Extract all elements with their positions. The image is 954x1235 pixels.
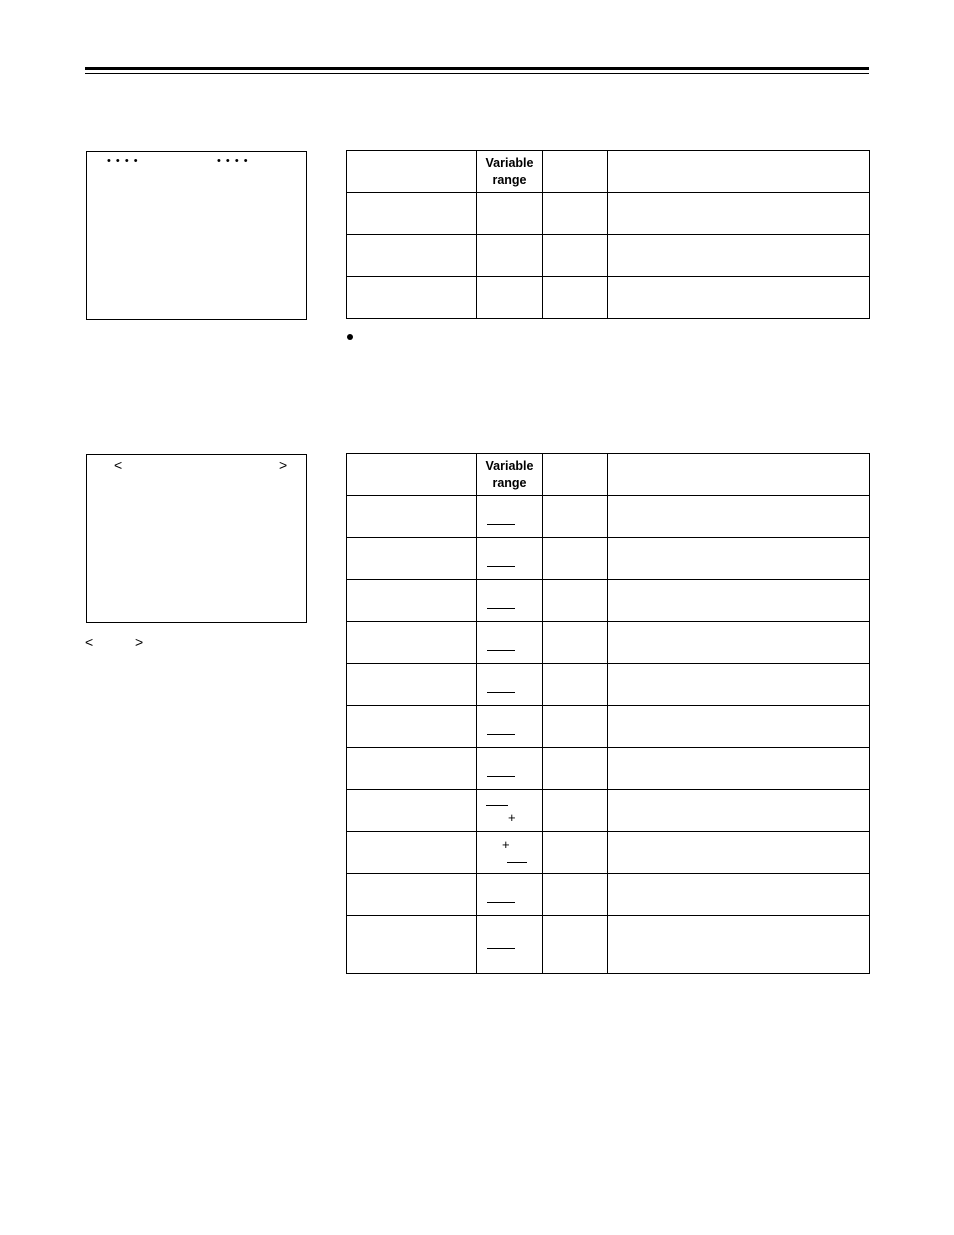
table-row: [347, 664, 870, 706]
header-cell-variable-range: [477, 454, 543, 496]
range-underline: [487, 650, 515, 651]
caption-left-bracket: <: [85, 634, 94, 650]
header-rule-thin: [85, 73, 869, 74]
table-row: [347, 790, 870, 832]
range-cell: [477, 874, 543, 916]
range-underline: [487, 692, 515, 693]
header-cell-item: [347, 454, 477, 496]
range-cell: [477, 748, 543, 790]
table-header-row: [347, 454, 870, 496]
range-underline: [486, 805, 508, 806]
range-underline: [487, 566, 515, 567]
table-row: [347, 832, 870, 874]
range-cell: [477, 580, 543, 622]
table-row: [347, 193, 870, 235]
screen-left-bracket: <: [114, 457, 123, 473]
range-underline: [487, 524, 515, 525]
range-cell: [477, 538, 543, 580]
range-cell: [477, 496, 543, 538]
table-row: [347, 706, 870, 748]
header-variable: Variable: [485, 155, 534, 170]
menu-screen-bottom: [86, 454, 307, 623]
screen-dots-left: • • • •: [107, 155, 139, 167]
range-underline: [507, 862, 527, 863]
header-range: range: [492, 475, 527, 490]
table-header-row: [347, 151, 870, 193]
screen-right-bracket: >: [279, 457, 288, 473]
range-underline: [487, 776, 515, 777]
screen-caption: [85, 634, 143, 650]
menu-screen-top: [86, 151, 307, 320]
settings-table-bottom: [346, 453, 870, 974]
range-cell: [477, 706, 543, 748]
table-row: [347, 874, 870, 916]
table-row: [347, 916, 870, 974]
screen-dots-right: • • • •: [217, 155, 249, 167]
header-cell-initial: [543, 454, 608, 496]
range-plus: +: [508, 810, 516, 825]
table-row: [347, 496, 870, 538]
header-cell-initial: [543, 151, 608, 193]
range-cell: [477, 622, 543, 664]
range-cell: [477, 832, 543, 874]
note-bullet: [347, 334, 353, 340]
settings-table-top: [346, 150, 870, 319]
table-row: [347, 538, 870, 580]
range-underline: [487, 734, 515, 735]
range-underline: [487, 948, 515, 949]
header-variable: Variable: [485, 458, 534, 473]
header-range: range: [492, 172, 527, 187]
table-row: [347, 235, 870, 277]
header-cell-variable-range: [477, 151, 543, 193]
range-plus: +: [502, 837, 510, 852]
header-cell-remarks: [608, 151, 870, 193]
caption-right-bracket: >: [134, 634, 144, 650]
header-rule-thick: [85, 67, 869, 70]
table-row: [347, 622, 870, 664]
table-row: [347, 580, 870, 622]
table-row: [347, 277, 870, 319]
range-cell: [477, 916, 543, 974]
range-underline: [487, 902, 515, 903]
range-cell: [477, 664, 543, 706]
header-cell-remarks: [608, 454, 870, 496]
range-cell: [477, 790, 543, 832]
table-row: [347, 748, 870, 790]
header-cell-item: [347, 151, 477, 193]
range-underline: [487, 608, 515, 609]
